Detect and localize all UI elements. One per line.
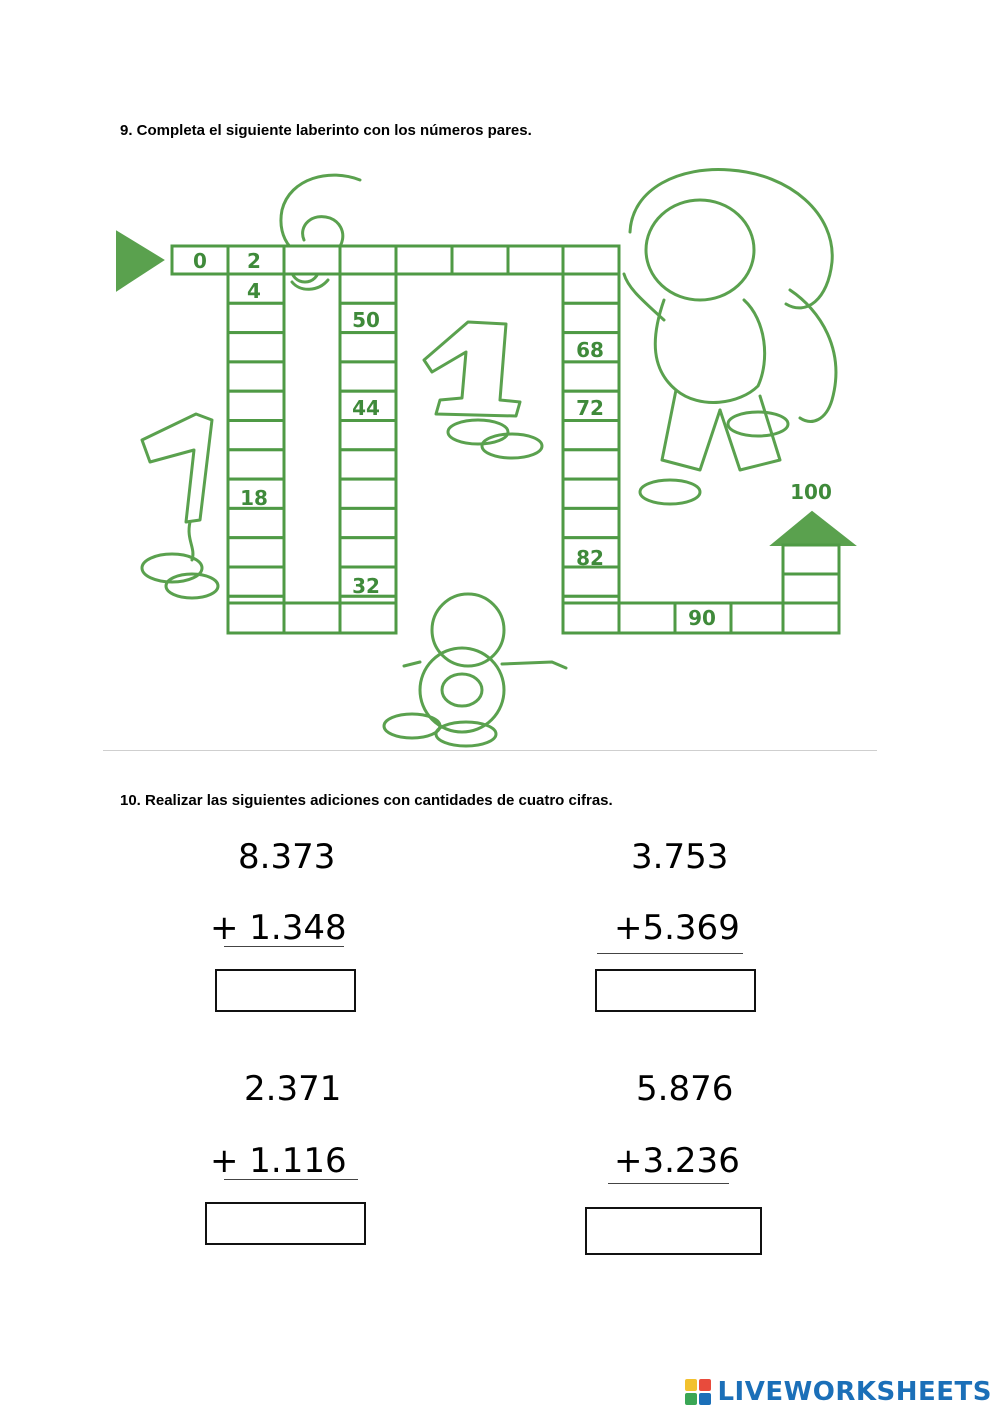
sum-2-bottom-number: +5.369 bbox=[614, 908, 740, 948]
maze-cell[interactable] bbox=[340, 538, 396, 567]
maze-cell[interactable] bbox=[619, 603, 675, 633]
maze-cell[interactable] bbox=[731, 603, 783, 633]
maze-cell[interactable] bbox=[228, 603, 284, 633]
maze-cell[interactable] bbox=[228, 333, 284, 362]
maze-cell[interactable] bbox=[340, 246, 396, 274]
maze-number-label: 50 bbox=[352, 308, 380, 332]
end-arrow-icon bbox=[772, 512, 854, 545]
maze-cell[interactable] bbox=[228, 567, 284, 596]
liveworksheets-brand-text: LIVEWORKSHEETS bbox=[717, 1377, 992, 1407]
girl-illustration-icon bbox=[624, 170, 836, 504]
maze-number-label: 100 bbox=[790, 480, 832, 504]
maze-cell[interactable] bbox=[340, 450, 396, 479]
maze-number-label: 68 bbox=[576, 338, 604, 362]
maze-number-label: 44 bbox=[352, 396, 380, 420]
sum-3-answer-box[interactable] bbox=[205, 1202, 366, 1245]
maze-cell[interactable] bbox=[563, 303, 619, 332]
section-divider bbox=[103, 750, 877, 751]
maze-number-label: 90 bbox=[688, 606, 716, 630]
maze-cell[interactable] bbox=[563, 274, 619, 303]
maze-cell[interactable] bbox=[783, 574, 839, 603]
sum-4-bottom-number: +3.236 bbox=[614, 1141, 740, 1181]
maze-cell[interactable] bbox=[284, 603, 340, 633]
maze-cell[interactable] bbox=[228, 508, 284, 537]
character-one-center-icon bbox=[424, 322, 542, 458]
maze-number-label: 2 bbox=[247, 249, 261, 273]
liveworksheets-mark-icon bbox=[685, 1379, 711, 1405]
maze-cell[interactable] bbox=[563, 246, 619, 274]
liveworksheets-logo bbox=[685, 1376, 992, 1408]
maze-cell[interactable] bbox=[563, 450, 619, 479]
sum-1-top-number: 8.373 bbox=[238, 837, 336, 877]
sum-3-top-number: 2.371 bbox=[244, 1069, 342, 1109]
maze-cell[interactable] bbox=[228, 538, 284, 567]
start-arrow-icon bbox=[117, 232, 163, 290]
maze-cell[interactable] bbox=[563, 567, 619, 596]
maze-number-label: 72 bbox=[576, 396, 604, 420]
maze-cell[interactable] bbox=[563, 421, 619, 450]
maze-number-label: 0 bbox=[193, 249, 207, 273]
maze-cell[interactable] bbox=[340, 333, 396, 362]
maze-cell[interactable] bbox=[783, 603, 839, 633]
sum-1-answer-box[interactable] bbox=[215, 969, 356, 1012]
maze-cell[interactable] bbox=[396, 246, 452, 274]
maze-cell[interactable] bbox=[452, 246, 508, 274]
question-9-title: 9. Completa el siguiente laberinto con los números pares. bbox=[120, 122, 532, 139]
maze-cell[interactable] bbox=[284, 246, 340, 274]
maze-cell[interactable] bbox=[563, 508, 619, 537]
maze-cell[interactable] bbox=[228, 391, 284, 420]
maze-cell[interactable] bbox=[340, 274, 396, 303]
maze-number-label: 18 bbox=[240, 486, 268, 510]
sum-2-answer-box[interactable] bbox=[595, 969, 756, 1012]
maze-cell[interactable] bbox=[340, 362, 396, 391]
sum-2-underline bbox=[597, 953, 743, 954]
maze-cell[interactable] bbox=[563, 479, 619, 508]
maze-number-label: 4 bbox=[247, 279, 261, 303]
maze-cell[interactable] bbox=[563, 603, 619, 633]
sum-1-bottom-number: + 1.348 bbox=[210, 908, 347, 948]
maze-number-label: 32 bbox=[352, 574, 380, 598]
sum-1-underline bbox=[224, 946, 344, 947]
maze-cell[interactable] bbox=[340, 479, 396, 508]
maze-cell[interactable] bbox=[228, 303, 284, 332]
maze-cell[interactable] bbox=[228, 450, 284, 479]
sum-3-underline bbox=[224, 1179, 358, 1180]
character-eight-icon bbox=[384, 594, 566, 746]
question-10-title: 10. Realizar las siguientes adiciones con cantidades de cuatro cifras. bbox=[120, 792, 613, 809]
sum-4-top-number: 5.876 bbox=[636, 1069, 734, 1109]
maze-number-label: 82 bbox=[576, 546, 604, 570]
maze-cell[interactable] bbox=[228, 421, 284, 450]
maze-cell[interactable] bbox=[340, 421, 396, 450]
sum-3-bottom-number: + 1.116 bbox=[210, 1141, 347, 1181]
sum-2-top-number: 3.753 bbox=[631, 837, 729, 877]
maze-cell[interactable] bbox=[783, 545, 839, 574]
sum-4-underline bbox=[608, 1183, 729, 1184]
maze-cell[interactable] bbox=[340, 603, 396, 633]
maze-cell[interactable] bbox=[228, 362, 284, 391]
maze-cell[interactable] bbox=[340, 508, 396, 537]
sum-4-answer-box[interactable] bbox=[585, 1207, 762, 1255]
character-one-left-icon bbox=[142, 414, 218, 598]
maze-cell[interactable] bbox=[508, 246, 564, 274]
maze-cell[interactable] bbox=[563, 362, 619, 391]
